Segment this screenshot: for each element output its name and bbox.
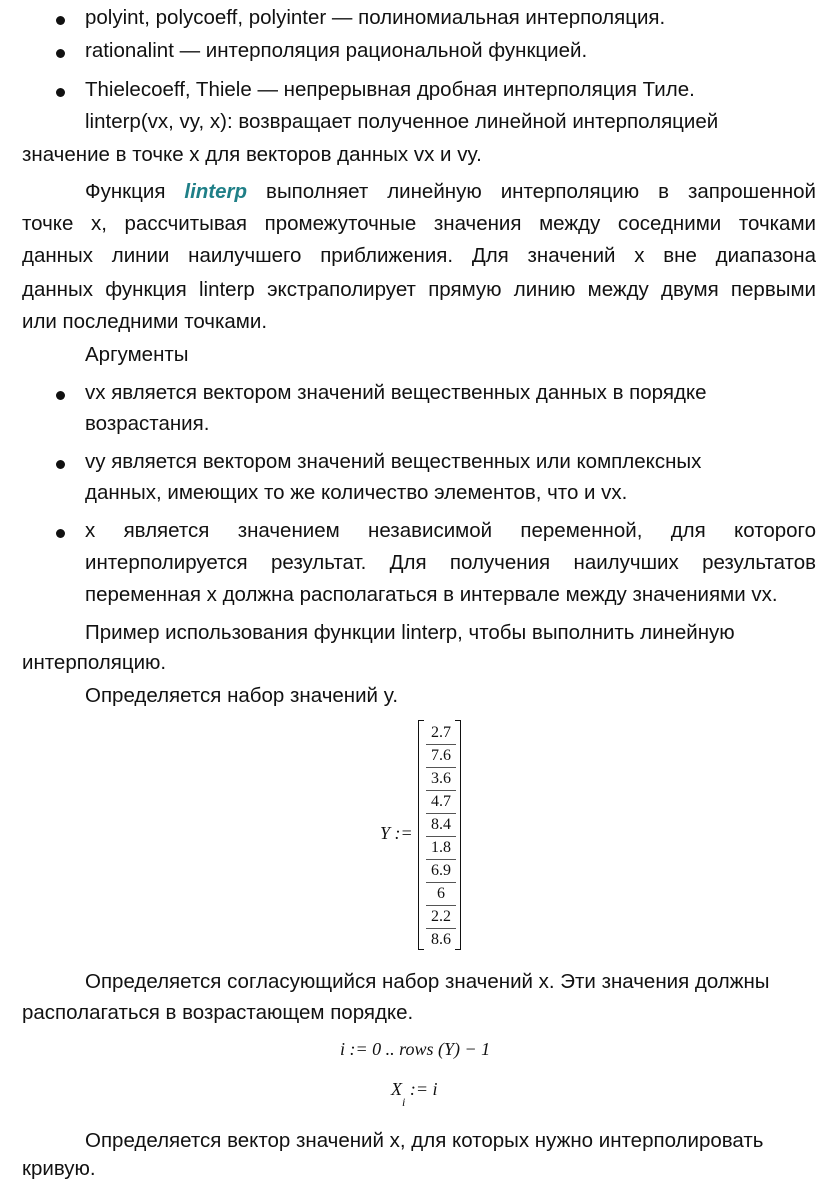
bullet-item: polyint, polycoeff, polyinter — полиномиальная интерполяция. <box>85 6 666 29</box>
formula-rhs: := i <box>409 1079 438 1099</box>
bullet-marker <box>56 88 65 97</box>
define-x-line: располагаться в возрастающем порядке. <box>22 1001 414 1024</box>
formula-subscript: i <box>402 1094 406 1109</box>
formula-range: i := 0 .. rows (Y) − 1 <box>340 1039 491 1059</box>
paragraph-line: данных функция linterp экстраполирует прямую линию между двумя первыми <box>22 278 816 301</box>
example-line: Пример использования функции linterp, чтобы выполнить линейную <box>85 621 735 644</box>
matrix-cell: 6 <box>437 885 445 902</box>
bullet-marker <box>56 391 65 400</box>
matrix-cell: 6.9 <box>431 862 451 879</box>
bullet-marker <box>56 49 65 58</box>
linterp-definition-line: linterp(vx, vy, x): возвращает полученное линейной интерполяцией <box>85 110 719 133</box>
bullet-marker <box>56 460 65 469</box>
define-x-line: Определяется согласующийся набор значений x. Эти значения должны <box>85 970 770 993</box>
function-name-linterp: linterp <box>184 180 248 203</box>
argument-vy: vy является вектором значений вещественных или комплексных <box>85 450 702 473</box>
example-line: интерполяцию. <box>22 651 167 674</box>
argument-vx: возрастания. <box>85 412 210 435</box>
paragraph-line: данных линии наилучшего приближения. Для значений x вне диапазона <box>22 244 816 267</box>
matrix-cell: 8.6 <box>431 931 451 948</box>
matrix-cell: 7.6 <box>431 747 451 764</box>
bullet-marker <box>56 16 65 25</box>
matrix-cell: 2.7 <box>431 724 451 741</box>
paragraph-line: точке x, рассчитывая промежуточные значения между соседними точками <box>22 212 816 235</box>
matrix-values <box>424 722 458 950</box>
bullet-item: Thielecoeff, Thiele — непрерывная дробная интерполяция Тиле. <box>85 78 695 101</box>
argument-x: переменная x должна располагаться в интервале между значениями vx. <box>85 583 778 606</box>
define-y-line: Определяется набор значений y. <box>85 684 399 707</box>
linterp-definition-line: значение в точке x для векторов данных vx и vy. <box>22 143 482 166</box>
argument-vy: данных, имеющих то же количество элементов, что и vx. <box>85 481 628 504</box>
argument-x: интерполируется результат. Для получения наилучших результатов <box>85 551 816 574</box>
matrix-cell: 2.2 <box>431 908 451 925</box>
argument-vx: vx является вектором значений вещественных данных в порядке <box>85 381 707 404</box>
arguments-heading: Аргументы <box>85 343 189 366</box>
paragraph-prefix: Функция <box>85 180 166 203</box>
paragraph-line: или последними точками. <box>22 310 268 333</box>
matrix-cell: 1.8 <box>431 839 451 856</box>
bullet-marker <box>56 529 65 538</box>
define-vector-line: Определяется вектор значений x, для которых нужно интерполировать <box>85 1129 764 1152</box>
define-vector-line: кривую. <box>22 1157 96 1180</box>
formula-assign <box>391 1074 438 1112</box>
paragraph-text: выполняет линейную интерполяцию в запрошенной <box>266 180 816 203</box>
matrix-label: Y := <box>380 823 413 843</box>
paragraph-line <box>85 176 816 207</box>
formula-lhs: X <box>391 1079 402 1099</box>
bullet-item: rationalint — интерполяция рациональной функцией. <box>85 39 588 62</box>
matrix-cell: 4.7 <box>431 793 451 810</box>
matrix-cell: 3.6 <box>431 770 451 787</box>
argument-x: x является значением независимой переменной, для которого <box>85 519 816 542</box>
matrix-cell: 8.4 <box>431 816 451 833</box>
